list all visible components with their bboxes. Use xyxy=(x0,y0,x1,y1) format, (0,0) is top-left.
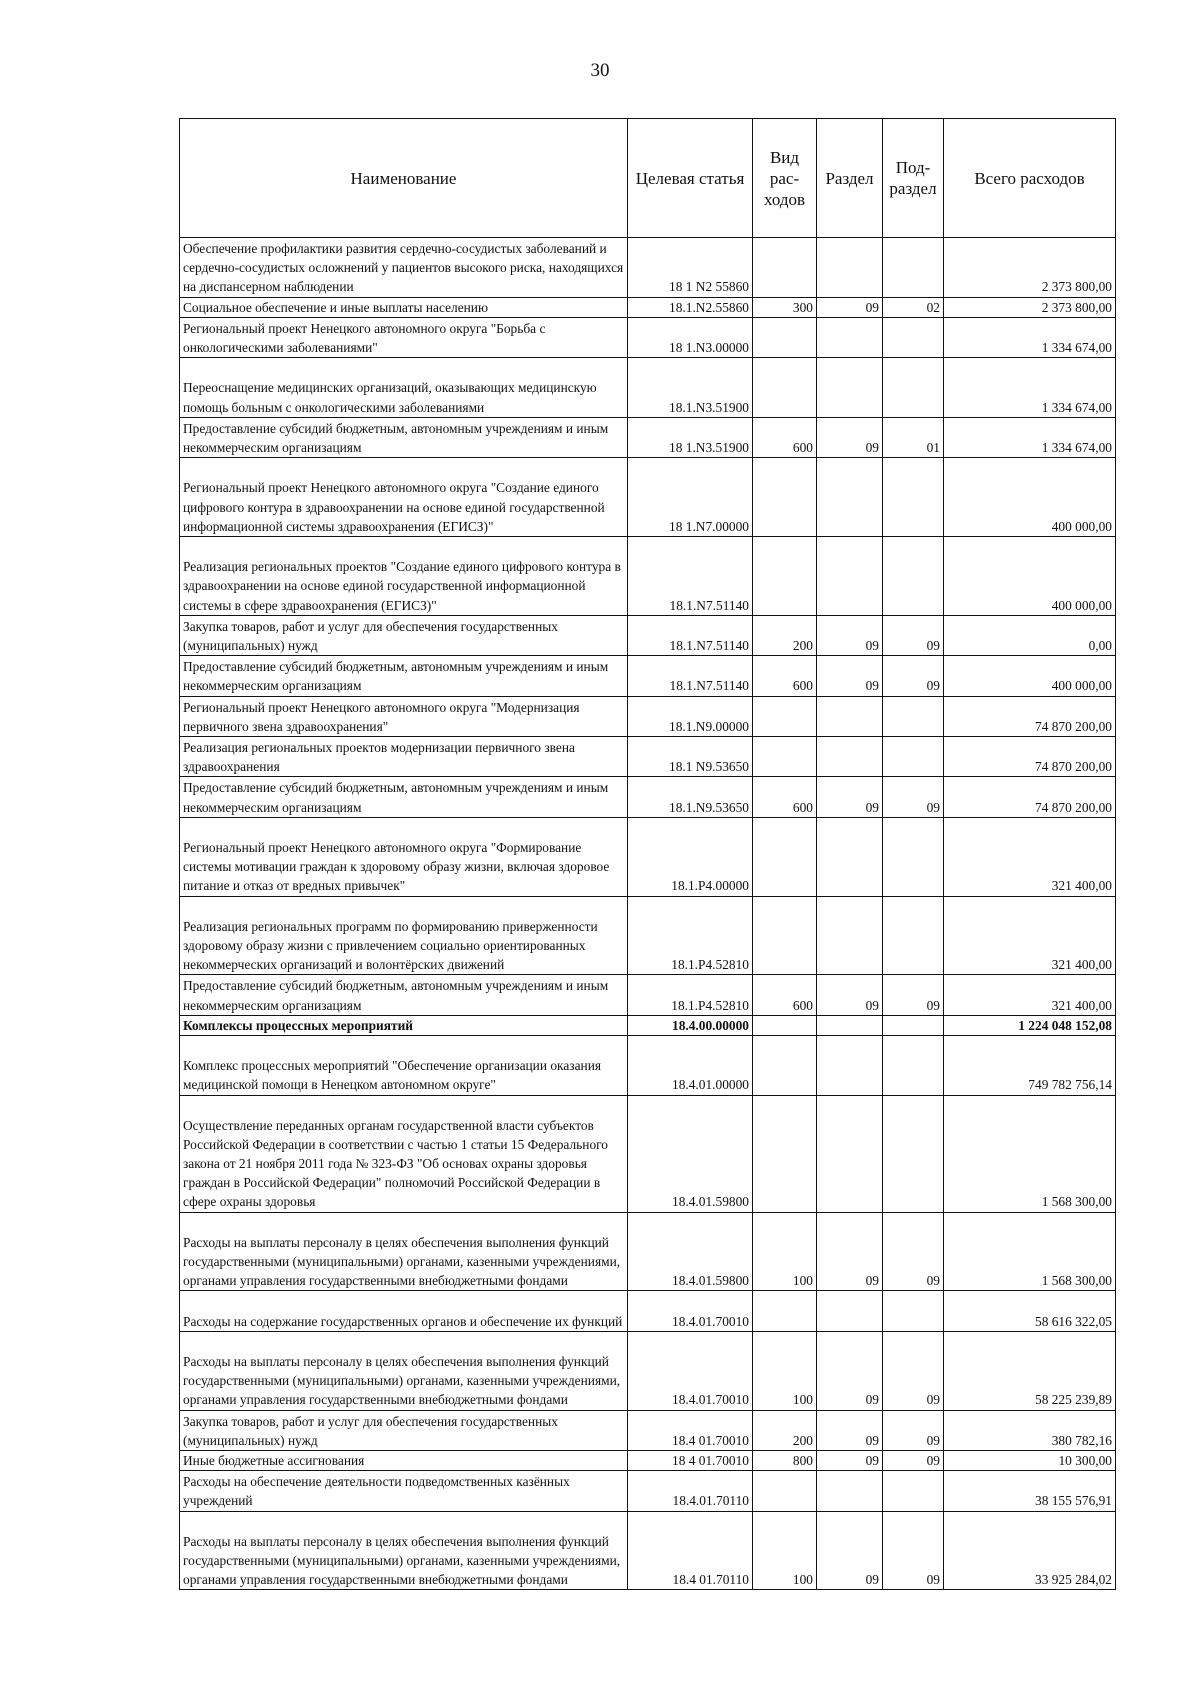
cell-total: 38 155 576,91 xyxy=(944,1471,1116,1511)
table-row xyxy=(180,1471,1116,1511)
cell-target: 18.4.01.59800 xyxy=(628,1212,753,1291)
cell-target: 18.1.N9.53650 xyxy=(628,777,753,817)
cell-razdel xyxy=(817,317,883,357)
table-row xyxy=(180,817,1116,896)
table-row xyxy=(180,1212,1116,1291)
cell-total: 321 400,00 xyxy=(944,896,1116,975)
table-row xyxy=(180,777,1116,817)
cell-name: Расходы на выплаты персоналу в целях обеспечения выполнения функций государственными (муниципальными) органами, казенными учреждениями, органами управления государственными внебюджетными фондами xyxy=(180,1331,628,1410)
cell-razdel: 09 xyxy=(817,1451,883,1471)
cell-podrazdel: 09 xyxy=(883,656,944,696)
table-row xyxy=(180,458,1116,537)
header-podrazdel: Под- раздел xyxy=(883,119,944,238)
budget-table xyxy=(179,118,1116,1590)
cell-razdel: 09 xyxy=(817,1410,883,1450)
cell-total: 1 334 674,00 xyxy=(944,358,1116,418)
cell-podrazdel: 01 xyxy=(883,417,944,457)
cell-name: Предоставление субсидий бюджетным, автономным учреждениям и иным некоммерческим организациям xyxy=(180,777,628,817)
cell-podrazdel xyxy=(883,358,944,418)
cell-target: 18.1.P4.52810 xyxy=(628,896,753,975)
cell-target: 18.1.P4.00000 xyxy=(628,817,753,896)
cell-vid xyxy=(753,238,817,298)
cell-name: Комплексы процессных мероприятий xyxy=(180,1015,628,1035)
table-row xyxy=(180,1451,1116,1471)
cell-razdel: 09 xyxy=(817,1331,883,1410)
cell-razdel: 09 xyxy=(817,417,883,457)
cell-razdel xyxy=(817,536,883,615)
cell-podrazdel: 09 xyxy=(883,1212,944,1291)
cell-total: 74 870 200,00 xyxy=(944,777,1116,817)
cell-total: 321 400,00 xyxy=(944,817,1116,896)
cell-podrazdel: 09 xyxy=(883,1451,944,1471)
cell-podrazdel: 09 xyxy=(883,1511,944,1590)
cell-name: Иные бюджетные ассигнования xyxy=(180,1451,628,1471)
table-row xyxy=(180,656,1116,696)
cell-name: Расходы на обеспечение деятельности подведомственных казённых учреждений xyxy=(180,1471,628,1511)
cell-name: Осуществление переданных органам государственной власти субъектов Российской Федерации в соответствии с частью 1 статьи 15 Федерального закона от 21 ноября 2011 года № 323-ФЗ "Об основах охраны здоровья граждан в Российской Федерации" полномочий Российской Федерации в сфере охраны здоровья xyxy=(180,1095,628,1212)
cell-name: Предоставление субсидий бюджетным, автономным учреждениям и иным некоммерческим организациям xyxy=(180,975,628,1015)
cell-razdel xyxy=(817,458,883,537)
cell-podrazdel xyxy=(883,238,944,298)
cell-name: Предоставление субсидий бюджетным, автономным учреждениям и иным некоммерческим организациям xyxy=(180,417,628,457)
cell-razdel xyxy=(817,1471,883,1511)
header-total: Всего расходов xyxy=(944,119,1116,238)
cell-name: Закупка товаров, работ и услуг для обеспечения государственных (муниципальных) нужд xyxy=(180,1410,628,1450)
cell-podrazdel xyxy=(883,1015,944,1035)
cell-target: 18 1.N7.00000 xyxy=(628,458,753,537)
cell-target: 18 1.N3.51900 xyxy=(628,417,753,457)
header-vid: Вид рас- ходов xyxy=(753,119,817,238)
cell-total: 0,00 xyxy=(944,615,1116,655)
cell-vid xyxy=(753,358,817,418)
cell-vid xyxy=(753,536,817,615)
cell-total: 74 870 200,00 xyxy=(944,696,1116,736)
cell-total: 749 782 756,14 xyxy=(944,1035,1116,1095)
cell-total: 2 373 800,00 xyxy=(944,238,1116,298)
cell-name: Комплекс процессных мероприятий "Обеспечение организации оказания медицинской помощи в Ненецком автономном округе" xyxy=(180,1035,628,1095)
cell-razdel: 09 xyxy=(817,975,883,1015)
cell-vid: 100 xyxy=(753,1212,817,1291)
cell-name: Региональный проект Ненецкого автономного округа "Модернизация первичного звена здравоохранения" xyxy=(180,696,628,736)
cell-total: 321 400,00 xyxy=(944,975,1116,1015)
cell-vid xyxy=(753,817,817,896)
cell-target: 18.1.N2.55860 xyxy=(628,297,753,317)
cell-name: Реализация региональных проектов модернизации первичного звена здравоохранения xyxy=(180,736,628,776)
table-row xyxy=(180,696,1116,736)
cell-vid: 200 xyxy=(753,1410,817,1450)
cell-name: Переоснащение медицинских организаций, оказывающих медицинскую помощь больным с онкологическими заболеваниями xyxy=(180,358,628,418)
cell-razdel xyxy=(817,1291,883,1331)
cell-target: 18.1.N7.51140 xyxy=(628,615,753,655)
cell-podrazdel xyxy=(883,736,944,776)
cell-razdel xyxy=(817,696,883,736)
cell-target: 18 1.N3.00000 xyxy=(628,317,753,357)
table-row xyxy=(180,1331,1116,1410)
cell-podrazdel: 09 xyxy=(883,1410,944,1450)
cell-vid xyxy=(753,1095,817,1212)
table-row xyxy=(180,1035,1116,1095)
cell-podrazdel: 09 xyxy=(883,615,944,655)
cell-podrazdel: 09 xyxy=(883,777,944,817)
cell-target: 18.4.01.59800 xyxy=(628,1095,753,1212)
cell-razdel xyxy=(817,896,883,975)
cell-target: 18.1.N3.51900 xyxy=(628,358,753,418)
cell-total: 74 870 200,00 xyxy=(944,736,1116,776)
table-row xyxy=(180,238,1116,298)
table-row xyxy=(180,1015,1116,1035)
cell-total: 380 782,16 xyxy=(944,1410,1116,1450)
cell-total: 58 225 239,89 xyxy=(944,1331,1116,1410)
table-row xyxy=(180,358,1116,418)
cell-total: 33 925 284,02 xyxy=(944,1511,1116,1590)
cell-name: Закупка товаров, работ и услуг для обеспечения государственных (муниципальных) нужд xyxy=(180,615,628,655)
cell-razdel: 09 xyxy=(817,1212,883,1291)
cell-podrazdel xyxy=(883,458,944,537)
cell-podrazdel xyxy=(883,817,944,896)
cell-razdel xyxy=(817,1095,883,1212)
cell-vid xyxy=(753,458,817,537)
table-row xyxy=(180,1511,1116,1590)
cell-target: 18.4.00.00000 xyxy=(628,1015,753,1035)
cell-target: 18.4.01.70110 xyxy=(628,1471,753,1511)
cell-name: Предоставление субсидий бюджетным, автономным учреждениям и иным некоммерческим организациям xyxy=(180,656,628,696)
cell-target: 18.1.N9.00000 xyxy=(628,696,753,736)
cell-name: Региональный проект Ненецкого автономного округа "Борьба с онкологическими заболеваниями" xyxy=(180,317,628,357)
cell-vid xyxy=(753,696,817,736)
cell-vid: 300 xyxy=(753,297,817,317)
cell-podrazdel xyxy=(883,1035,944,1095)
table-row xyxy=(180,1095,1116,1212)
cell-razdel xyxy=(817,1015,883,1035)
cell-name: Социальное обеспечение и иные выплаты населению xyxy=(180,297,628,317)
cell-vid xyxy=(753,1035,817,1095)
table-row xyxy=(180,1410,1116,1450)
cell-target: 18.1.P4.52810 xyxy=(628,975,753,1015)
table-body xyxy=(180,238,1116,1590)
table-row xyxy=(180,736,1116,776)
cell-name: Региональный проект Ненецкого автономного округа "Формирование системы мотивации граждан к здоровому образу жизни, включая здоровое питание и отказ от вредных привычек" xyxy=(180,817,628,896)
table-row xyxy=(180,297,1116,317)
table-row xyxy=(180,1291,1116,1331)
cell-name: Региональный проект Ненецкого автономного округа "Создание единого цифрового контура в здравоохранении на основе единой государственной информационной системы здравоохранения (ЕГИСЗ)" xyxy=(180,458,628,537)
cell-vid xyxy=(753,1015,817,1035)
cell-razdel xyxy=(817,1035,883,1095)
cell-razdel: 09 xyxy=(817,656,883,696)
cell-name: Реализация региональных программ по формированию приверженности здоровому образу жизни с привлечением социально ориентированных некоммерческих организаций и волонтёрских движений xyxy=(180,896,628,975)
cell-vid xyxy=(753,896,817,975)
cell-podrazdel xyxy=(883,1471,944,1511)
header-name: Наименование xyxy=(180,119,628,238)
cell-vid xyxy=(753,1471,817,1511)
cell-vid: 200 xyxy=(753,615,817,655)
cell-vid xyxy=(753,1291,817,1331)
cell-total: 1 568 300,00 xyxy=(944,1212,1116,1291)
cell-vid: 600 xyxy=(753,417,817,457)
table-row xyxy=(180,317,1116,357)
cell-podrazdel xyxy=(883,536,944,615)
cell-podrazdel: 09 xyxy=(883,1331,944,1410)
cell-razdel: 09 xyxy=(817,777,883,817)
page-number: 30 xyxy=(590,60,610,81)
table-row xyxy=(180,536,1116,615)
table-row xyxy=(180,615,1116,655)
cell-razdel: 09 xyxy=(817,615,883,655)
cell-total: 10 300,00 xyxy=(944,1451,1116,1471)
cell-name: Расходы на выплаты персоналу в целях обеспечения выполнения функций государственными (муниципальными) органами, казенными учреждениями, органами управления государственными внебюджетными фондами xyxy=(180,1511,628,1590)
cell-podrazdel xyxy=(883,1291,944,1331)
cell-razdel xyxy=(817,817,883,896)
header-target: Целевая статья xyxy=(628,119,753,238)
cell-total: 400 000,00 xyxy=(944,458,1116,537)
cell-vid: 800 xyxy=(753,1451,817,1471)
cell-total: 1 568 300,00 xyxy=(944,1095,1116,1212)
cell-total: 400 000,00 xyxy=(944,656,1116,696)
cell-razdel xyxy=(817,736,883,776)
cell-total: 1 334 674,00 xyxy=(944,417,1116,457)
header-razdel: Раздел xyxy=(817,119,883,238)
table-row xyxy=(180,896,1116,975)
cell-name: Реализация региональных проектов "Создание единого цифрового контура в здравоохранении на основе единой государственной информационной системы в сфере здравоохранения (ЕГИСЗ)" xyxy=(180,536,628,615)
cell-target: 18.1.N7.51140 xyxy=(628,536,753,615)
cell-razdel: 09 xyxy=(817,1511,883,1590)
cell-vid xyxy=(753,736,817,776)
cell-target: 18 4 01.70010 xyxy=(628,1451,753,1471)
cell-target: 18.4.01.70010 xyxy=(628,1331,753,1410)
cell-target: 18.1.N7.51140 xyxy=(628,656,753,696)
cell-podrazdel xyxy=(883,896,944,975)
cell-target: 18.4 01.70110 xyxy=(628,1511,753,1590)
cell-podrazdel xyxy=(883,1095,944,1212)
cell-vid: 600 xyxy=(753,777,817,817)
cell-total: 58 616 322,05 xyxy=(944,1291,1116,1331)
cell-podrazdel xyxy=(883,317,944,357)
cell-total: 1 224 048 152,08 xyxy=(944,1015,1116,1035)
table-header-row xyxy=(180,119,1116,238)
table-row xyxy=(180,417,1116,457)
cell-vid: 100 xyxy=(753,1511,817,1590)
cell-total: 1 334 674,00 xyxy=(944,317,1116,357)
cell-target: 18.4 01.70010 xyxy=(628,1410,753,1450)
cell-name: Расходы на выплаты персоналу в целях обеспечения выполнения функций государственными (муниципальными) органами, казенными учреждениями, органами управления государственными внебюджетными фондами xyxy=(180,1212,628,1291)
cell-target: 18 1 N2 55860 xyxy=(628,238,753,298)
cell-target: 18.4.01.00000 xyxy=(628,1035,753,1095)
cell-podrazdel: 02 xyxy=(883,297,944,317)
cell-name: Расходы на содержание государственных органов и обеспечение их функций xyxy=(180,1291,628,1331)
cell-target: 18.1 N9.53650 xyxy=(628,736,753,776)
cell-podrazdel: 09 xyxy=(883,975,944,1015)
cell-target: 18.4.01.70010 xyxy=(628,1291,753,1331)
table-row xyxy=(180,975,1116,1015)
cell-razdel xyxy=(817,358,883,418)
cell-total: 400 000,00 xyxy=(944,536,1116,615)
cell-vid xyxy=(753,317,817,357)
cell-razdel: 09 xyxy=(817,297,883,317)
cell-podrazdel xyxy=(883,696,944,736)
cell-vid: 100 xyxy=(753,1331,817,1410)
cell-vid: 600 xyxy=(753,975,817,1015)
cell-vid: 600 xyxy=(753,656,817,696)
cell-name: Обеспечение профилактики развития сердечно-сосудистых заболеваний и сердечно-сосудистых осложнений у пациентов высокого риска, находящихся на диспансерном наблюдении xyxy=(180,238,628,298)
cell-razdel xyxy=(817,238,883,298)
cell-total: 2 373 800,00 xyxy=(944,297,1116,317)
